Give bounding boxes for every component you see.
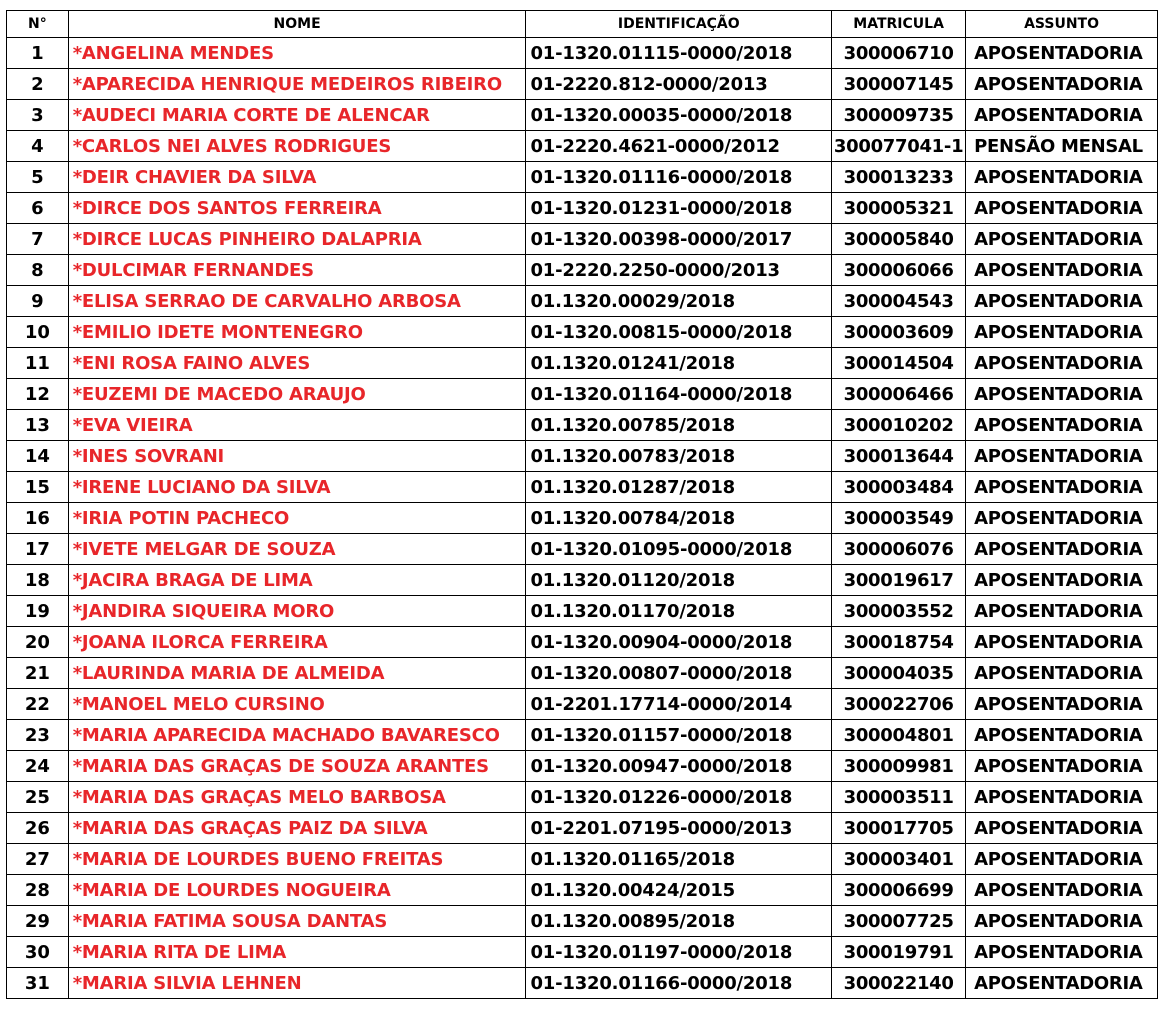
row-identificacao: 01.1320.01241/2018 <box>526 348 832 379</box>
row-number: 7 <box>7 224 69 255</box>
row-number: 1 <box>7 38 69 69</box>
row-identificacao: 01.1320.01120/2018 <box>526 565 832 596</box>
row-number: 9 <box>7 286 69 317</box>
row-assunto: APOSENTADORIA <box>966 379 1158 410</box>
row-identificacao: 01-1320.00398-0000/2017 <box>526 224 832 255</box>
row-nome: *EVA VIEIRA <box>68 410 526 441</box>
row-identificacao: 01-1320.00904-0000/2018 <box>526 627 832 658</box>
row-nome: *MANOEL MELO CURSINO <box>68 689 526 720</box>
row-matricula: 300004543 <box>832 286 966 317</box>
row-nome: *MARIA DE LOURDES BUENO FREITAS <box>68 844 526 875</box>
row-nome: *IRIA POTIN PACHECO <box>68 503 526 534</box>
row-assunto: APOSENTADORIA <box>966 534 1158 565</box>
table-row <box>7 534 1158 565</box>
row-nome: *DIRCE LUCAS PINHEIRO DALAPRIA <box>68 224 526 255</box>
row-matricula: 300077041-1 <box>832 131 966 162</box>
table-row <box>7 131 1158 162</box>
row-nome: *EUZEMI DE MACEDO ARAUJO <box>68 379 526 410</box>
row-assunto: APOSENTADORIA <box>966 503 1158 534</box>
row-nome: *MARIA DE LOURDES NOGUEIRA <box>68 875 526 906</box>
row-assunto: APOSENTADORIA <box>966 937 1158 968</box>
row-identificacao: 01-1320.01197-0000/2018 <box>526 937 832 968</box>
row-matricula: 300013644 <box>832 441 966 472</box>
row-identificacao: 01-1320.00815-0000/2018 <box>526 317 832 348</box>
row-nome: *APARECIDA HENRIQUE MEDEIROS RIBEIRO <box>68 69 526 100</box>
row-identificacao: 01.1320.00424/2015 <box>526 875 832 906</box>
row-matricula: 300005840 <box>832 224 966 255</box>
row-number: 10 <box>7 317 69 348</box>
row-identificacao: 01.1320.00029/2018 <box>526 286 832 317</box>
row-matricula: 300003609 <box>832 317 966 348</box>
table-row <box>7 441 1158 472</box>
row-assunto: APOSENTADORIA <box>966 689 1158 720</box>
row-assunto: APOSENTADORIA <box>966 875 1158 906</box>
row-matricula: 300009735 <box>832 100 966 131</box>
row-number: 8 <box>7 255 69 286</box>
row-identificacao: 01-1320.01116-0000/2018 <box>526 162 832 193</box>
row-matricula: 300006066 <box>832 255 966 286</box>
row-nome: *DEIR CHAVIER DA SILVA <box>68 162 526 193</box>
row-matricula: 300004035 <box>832 658 966 689</box>
row-nome: *JACIRA BRAGA DE LIMA <box>68 565 526 596</box>
table-row <box>7 813 1158 844</box>
row-number: 18 <box>7 565 69 596</box>
row-matricula: 300003484 <box>832 472 966 503</box>
row-number: 30 <box>7 937 69 968</box>
row-matricula: 300003511 <box>832 782 966 813</box>
header-assunto: ASSUNTO <box>966 11 1158 38</box>
row-identificacao: 01.1320.01165/2018 <box>526 844 832 875</box>
row-identificacao: 01-1320.00947-0000/2018 <box>526 751 832 782</box>
table-body <box>7 38 1158 999</box>
row-nome: *ELISA SERRAO DE CARVALHO ARBOSA <box>68 286 526 317</box>
row-number: 20 <box>7 627 69 658</box>
row-nome: *MARIA DAS GRAÇAS PAIZ DA SILVA <box>68 813 526 844</box>
table-row <box>7 906 1158 937</box>
table-row <box>7 565 1158 596</box>
row-matricula: 300019617 <box>832 565 966 596</box>
row-matricula: 300007725 <box>832 906 966 937</box>
table-row <box>7 503 1158 534</box>
row-matricula: 300006699 <box>832 875 966 906</box>
row-identificacao: 01-1320.01157-0000/2018 <box>526 720 832 751</box>
table-row <box>7 968 1158 999</box>
row-number: 25 <box>7 782 69 813</box>
row-number: 5 <box>7 162 69 193</box>
row-assunto: APOSENTADORIA <box>966 906 1158 937</box>
row-number: 28 <box>7 875 69 906</box>
table-row <box>7 751 1158 782</box>
row-number: 24 <box>7 751 69 782</box>
row-assunto: APOSENTADORIA <box>966 100 1158 131</box>
table-row <box>7 410 1158 441</box>
row-assunto: APOSENTADORIA <box>966 596 1158 627</box>
row-number: 22 <box>7 689 69 720</box>
row-assunto: APOSENTADORIA <box>966 348 1158 379</box>
row-identificacao: 01.1320.00785/2018 <box>526 410 832 441</box>
table-row <box>7 379 1158 410</box>
row-nome: *INES SOVRANI <box>68 441 526 472</box>
header-matricula: MATRICULA <box>832 11 966 38</box>
row-nome: *IVETE MELGAR DE SOUZA <box>68 534 526 565</box>
row-identificacao: 01.1320.00784/2018 <box>526 503 832 534</box>
row-identificacao: 01.1320.00895/2018 <box>526 906 832 937</box>
row-assunto: APOSENTADORIA <box>966 162 1158 193</box>
row-assunto: PENSÃO MENSAL <box>966 131 1158 162</box>
row-assunto: APOSENTADORIA <box>966 813 1158 844</box>
row-assunto: APOSENTADORIA <box>966 255 1158 286</box>
row-assunto: APOSENTADORIA <box>966 968 1158 999</box>
header-nome: NOME <box>68 11 526 38</box>
header-identificacao: IDENTIFICAÇÃO <box>526 11 832 38</box>
row-identificacao: 01-1320.01166-0000/2018 <box>526 968 832 999</box>
row-identificacao: 01-2201.07195-0000/2013 <box>526 813 832 844</box>
row-matricula: 300005321 <box>832 193 966 224</box>
table-row <box>7 658 1158 689</box>
row-assunto: APOSENTADORIA <box>966 658 1158 689</box>
row-matricula: 300006466 <box>832 379 966 410</box>
row-assunto: APOSENTADORIA <box>966 720 1158 751</box>
row-number: 21 <box>7 658 69 689</box>
row-identificacao: 01-1320.01164-0000/2018 <box>526 379 832 410</box>
row-nome: *AUDECI MARIA CORTE DE ALENCAR <box>68 100 526 131</box>
row-nome: *CARLOS NEI ALVES RODRIGUES <box>68 131 526 162</box>
row-number: 29 <box>7 906 69 937</box>
row-assunto: APOSENTADORIA <box>966 844 1158 875</box>
row-number: 14 <box>7 441 69 472</box>
table-row <box>7 100 1158 131</box>
row-identificacao: 01-1320.00035-0000/2018 <box>526 100 832 131</box>
row-matricula: 300009981 <box>832 751 966 782</box>
row-identificacao: 01.1320.00783/2018 <box>526 441 832 472</box>
row-nome: *MARIA FATIMA SOUSA DANTAS <box>68 906 526 937</box>
row-nome: *JANDIRA SIQUEIRA MORO <box>68 596 526 627</box>
row-assunto: APOSENTADORIA <box>966 627 1158 658</box>
row-number: 17 <box>7 534 69 565</box>
row-number: 27 <box>7 844 69 875</box>
row-matricula: 300019791 <box>832 937 966 968</box>
row-matricula: 300013233 <box>832 162 966 193</box>
row-assunto: APOSENTADORIA <box>966 69 1158 100</box>
row-identificacao: 01-2220.4621-0000/2012 <box>526 131 832 162</box>
row-assunto: APOSENTADORIA <box>966 441 1158 472</box>
row-number: 31 <box>7 968 69 999</box>
row-nome: *DIRCE DOS SANTOS FERREIRA <box>68 193 526 224</box>
row-nome: *DULCIMAR FERNANDES <box>68 255 526 286</box>
row-matricula: 300003549 <box>832 503 966 534</box>
table-row <box>7 689 1158 720</box>
table-row <box>7 844 1158 875</box>
row-nome: *MARIA DAS GRAÇAS DE SOUZA ARANTES <box>68 751 526 782</box>
row-assunto: APOSENTADORIA <box>966 565 1158 596</box>
row-assunto: APOSENTADORIA <box>966 38 1158 69</box>
table-row <box>7 317 1158 348</box>
row-assunto: APOSENTADORIA <box>966 224 1158 255</box>
table-row <box>7 255 1158 286</box>
row-matricula: 300017705 <box>832 813 966 844</box>
row-nome: *MARIA APARECIDA MACHADO BAVARESCO <box>68 720 526 751</box>
row-nome: *ENI ROSA FAINO ALVES <box>68 348 526 379</box>
table-row <box>7 348 1158 379</box>
row-matricula: 300022140 <box>832 968 966 999</box>
row-identificacao: 01-2220.812-0000/2013 <box>526 69 832 100</box>
row-identificacao: 01-2201.17714-0000/2014 <box>526 689 832 720</box>
row-identificacao: 01-1320.01115-0000/2018 <box>526 38 832 69</box>
row-nome: *IRENE LUCIANO DA SILVA <box>68 472 526 503</box>
row-number: 4 <box>7 131 69 162</box>
row-matricula: 300018754 <box>832 627 966 658</box>
row-number: 19 <box>7 596 69 627</box>
table-row <box>7 193 1158 224</box>
row-identificacao: 01-1320.00807-0000/2018 <box>526 658 832 689</box>
row-number: 15 <box>7 472 69 503</box>
row-identificacao: 01-2220.2250-0000/2013 <box>526 255 832 286</box>
row-identificacao: 01-1320.01095-0000/2018 <box>526 534 832 565</box>
row-assunto: APOSENTADORIA <box>966 286 1158 317</box>
table-row <box>7 162 1158 193</box>
row-matricula: 300003401 <box>832 844 966 875</box>
row-matricula: 300006076 <box>832 534 966 565</box>
row-assunto: APOSENTADORIA <box>966 317 1158 348</box>
row-number: 2 <box>7 69 69 100</box>
row-number: 26 <box>7 813 69 844</box>
row-identificacao: 01.1320.01287/2018 <box>526 472 832 503</box>
table-row <box>7 286 1158 317</box>
row-nome: *JOANA ILORCA FERREIRA <box>68 627 526 658</box>
row-matricula: 300006710 <box>832 38 966 69</box>
table-header <box>7 11 1158 38</box>
row-matricula: 300004801 <box>832 720 966 751</box>
table-row <box>7 627 1158 658</box>
row-number: 16 <box>7 503 69 534</box>
row-matricula: 300022706 <box>832 689 966 720</box>
row-assunto: APOSENTADORIA <box>966 410 1158 441</box>
table-row <box>7 224 1158 255</box>
table-row <box>7 875 1158 906</box>
row-number: 23 <box>7 720 69 751</box>
table-row <box>7 38 1158 69</box>
row-nome: *MARIA SILVIA LEHNEN <box>68 968 526 999</box>
row-matricula: 300007145 <box>832 69 966 100</box>
row-number: 11 <box>7 348 69 379</box>
row-nome: *EMILIO IDETE MONTENEGRO <box>68 317 526 348</box>
header-row <box>7 11 1158 38</box>
header-num: N° <box>7 11 69 38</box>
row-nome: *MARIA RITA DE LIMA <box>68 937 526 968</box>
table-row <box>7 720 1158 751</box>
row-number: 12 <box>7 379 69 410</box>
row-matricula: 300003552 <box>832 596 966 627</box>
row-assunto: APOSENTADORIA <box>966 782 1158 813</box>
beneficiary-table <box>6 10 1158 999</box>
table-row <box>7 782 1158 813</box>
row-matricula: 300014504 <box>832 348 966 379</box>
row-number: 6 <box>7 193 69 224</box>
row-nome: *LAURINDA MARIA DE ALMEIDA <box>68 658 526 689</box>
row-identificacao: 01-1320.01231-0000/2018 <box>526 193 832 224</box>
row-identificacao: 01-1320.01226-0000/2018 <box>526 782 832 813</box>
table-row <box>7 596 1158 627</box>
row-matricula: 300010202 <box>832 410 966 441</box>
table-row <box>7 472 1158 503</box>
table-row <box>7 69 1158 100</box>
row-assunto: APOSENTADORIA <box>966 193 1158 224</box>
row-number: 3 <box>7 100 69 131</box>
row-assunto: APOSENTADORIA <box>966 472 1158 503</box>
table-row <box>7 937 1158 968</box>
row-number: 13 <box>7 410 69 441</box>
row-assunto: APOSENTADORIA <box>966 751 1158 782</box>
row-nome: *ANGELINA MENDES <box>68 38 526 69</box>
row-nome: *MARIA DAS GRAÇAS MELO BARBOSA <box>68 782 526 813</box>
row-identificacao: 01.1320.01170/2018 <box>526 596 832 627</box>
